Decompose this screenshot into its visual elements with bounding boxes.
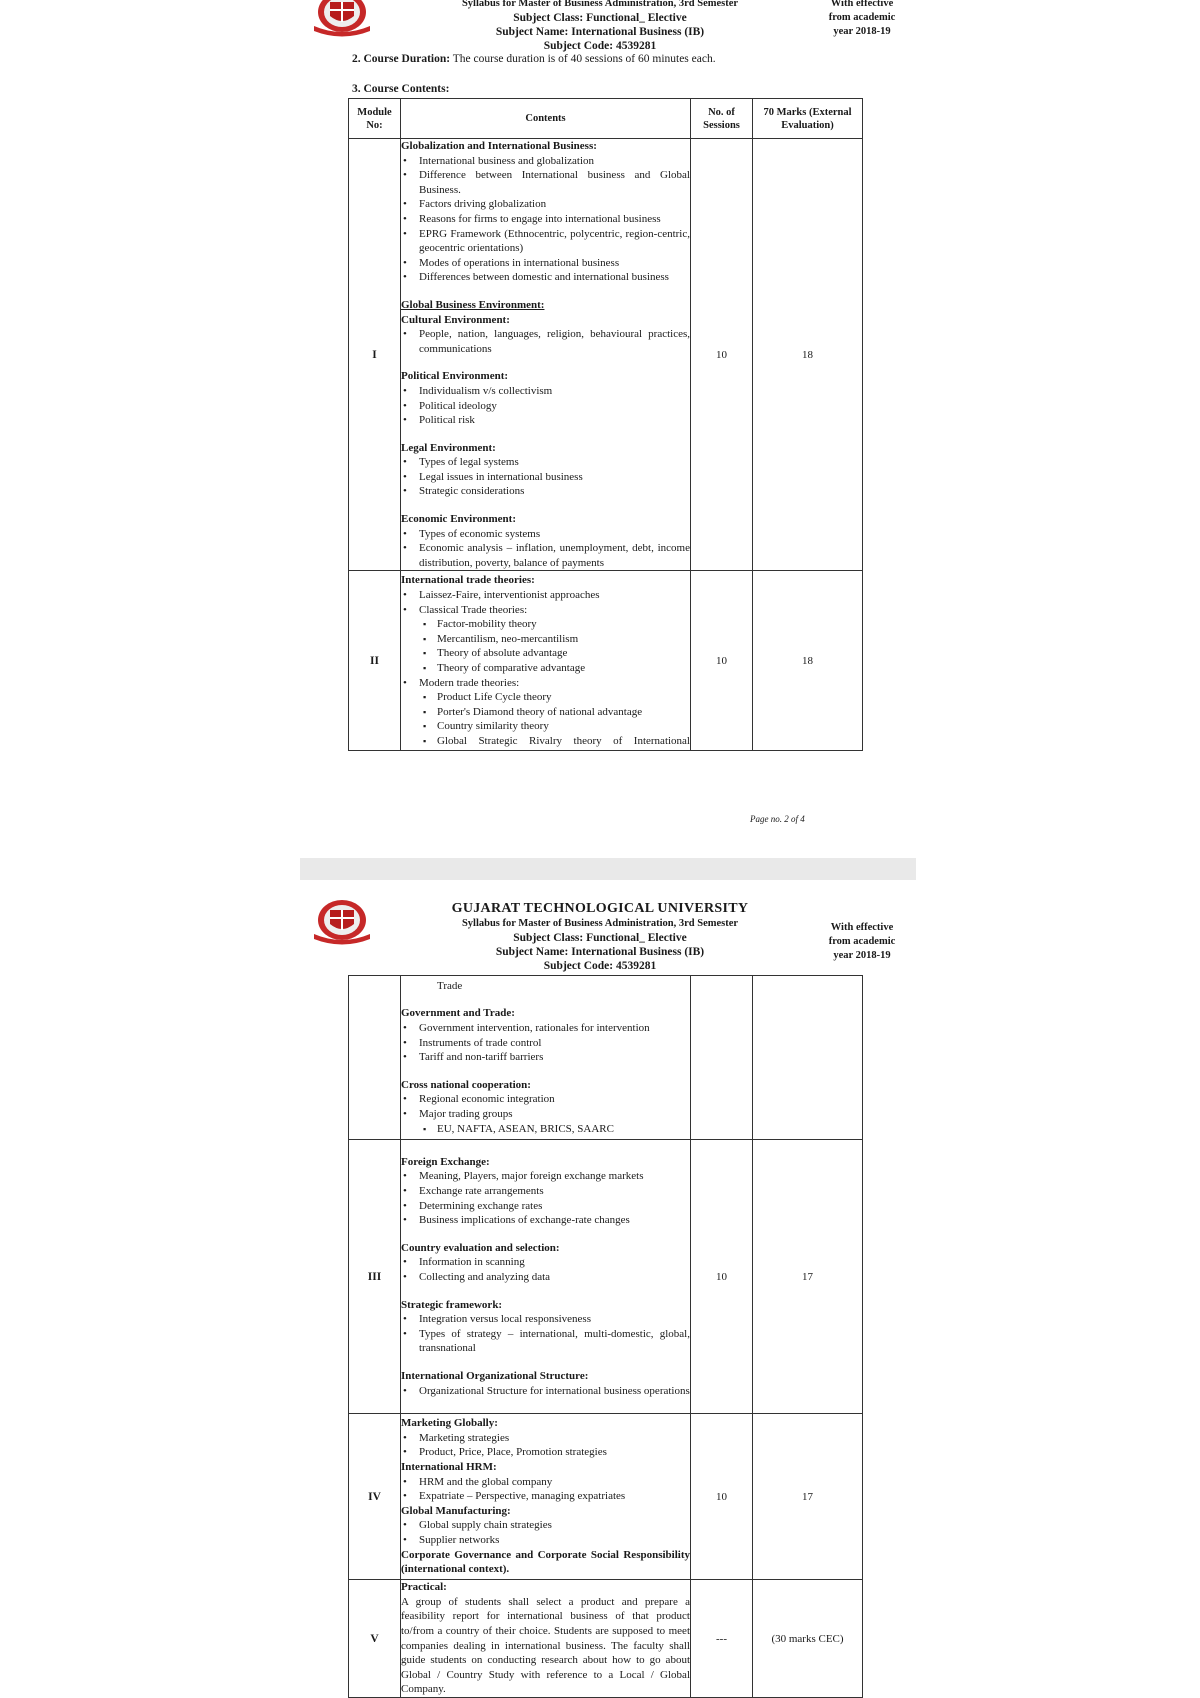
module-contents bbox=[401, 976, 691, 1140]
sub-list-item: ▪ EU, NAFTA, ASEAN, BRICS, SAARC bbox=[401, 1122, 690, 1137]
course-contents-table bbox=[348, 98, 863, 751]
page-separator bbox=[300, 858, 916, 880]
effective-line-1: With effective bbox=[830, 922, 894, 933]
list-item: • Marketing strategies bbox=[401, 1431, 690, 1446]
sessions-count: --- bbox=[691, 1580, 753, 1698]
continued-text: Trade bbox=[437, 979, 463, 992]
topic-heading: Marketing Globally: bbox=[401, 1417, 498, 1430]
document-page-3 bbox=[300, 880, 916, 1698]
sessions-count: 10 bbox=[691, 571, 753, 751]
subject-name: Subject Name: International Business (IB) bbox=[495, 26, 705, 38]
list-item: • Exchange rate arrangements bbox=[401, 1184, 690, 1199]
list-item: • Strategic considerations bbox=[401, 484, 690, 499]
list-item: • Tariff and non-tariff barriers bbox=[401, 1050, 690, 1065]
page-header bbox=[390, 0, 810, 53]
page-header bbox=[390, 900, 810, 973]
course-contents-label bbox=[352, 83, 449, 95]
list-item: • Global supply chain strategies bbox=[401, 1518, 690, 1533]
module-number: IV bbox=[349, 1414, 401, 1580]
list-item: • Legal issues in international business bbox=[401, 470, 690, 485]
list-item: • Types of legal systems bbox=[401, 455, 690, 470]
sub-list-item: ▪ Theory of absolute advantage bbox=[401, 646, 690, 661]
marks-value: 17 bbox=[753, 1414, 863, 1580]
list-item: • Regional economic integration bbox=[401, 1092, 690, 1107]
list-item: • Collecting and analyzing data bbox=[401, 1270, 690, 1285]
topic-heading: Legal Environment: bbox=[401, 441, 496, 454]
subject-code: Subject Code: 4539281 bbox=[543, 960, 657, 972]
effective-line-3: year 2018-19 bbox=[833, 950, 891, 961]
marks-value: 18 bbox=[753, 571, 863, 751]
module-contents bbox=[401, 139, 691, 571]
list-item: • Organizational Structure for international business operations bbox=[401, 1384, 690, 1399]
table-header-row bbox=[349, 99, 863, 139]
effective-note bbox=[812, 921, 912, 963]
page-number: Page no. 2 of 4 bbox=[750, 814, 805, 824]
subject-name: Subject Name: International Business (IB) bbox=[495, 946, 705, 958]
topic-heading: Cultural Environment: bbox=[401, 313, 510, 326]
sub-list-item: ▪ Mercantilism, neo-mercantilism bbox=[401, 632, 690, 647]
list-item: • Business implications of exchange-rate changes bbox=[401, 1213, 690, 1228]
list-item: • Government intervention, rationales for intervention bbox=[401, 1021, 690, 1036]
list-item: • Determining exchange rates bbox=[401, 1199, 690, 1214]
subject-code: Subject Code: 4539281 bbox=[543, 40, 657, 52]
module-contents bbox=[401, 1414, 691, 1580]
list-item: • Factors driving globalization bbox=[401, 197, 690, 212]
gtu-logo bbox=[310, 0, 374, 38]
topic-heading: Government and Trade: bbox=[401, 1007, 515, 1020]
list-item: • Reasons for firms to engage into international business bbox=[401, 212, 690, 227]
list-item: • Product, Price, Place, Promotion strategies bbox=[401, 1445, 690, 1460]
effective-line-2: from academic bbox=[828, 12, 896, 23]
sub-list-item: ▪ Product Life Cycle theory bbox=[401, 690, 690, 705]
list-item: • Laissez-Faire, interventionist approaches bbox=[401, 588, 690, 603]
list-item: • Types of strategy – international, multi-domestic, global, transnational bbox=[401, 1327, 690, 1356]
list-item: • Instruments of trade control bbox=[401, 1036, 690, 1051]
topic-heading: Cross national cooperation: bbox=[401, 1078, 531, 1091]
document-page-2 bbox=[300, 0, 916, 840]
list-item: • Difference between International business and Global Business. bbox=[401, 168, 690, 197]
duration-label: 2. Course Duration: bbox=[352, 53, 451, 65]
topic-heading: Global Business Environment: bbox=[401, 298, 545, 311]
list-item: • Political ideology bbox=[401, 399, 690, 414]
module-contents bbox=[401, 1580, 691, 1698]
sessions-count: 10 bbox=[691, 1140, 753, 1414]
module-number: II bbox=[349, 571, 401, 751]
table-row-module-2 bbox=[349, 571, 863, 751]
marks-value-empty bbox=[753, 976, 863, 1140]
list-item: • Political risk bbox=[401, 413, 690, 428]
list-item: • Modes of operations in international business bbox=[401, 256, 690, 271]
marks-value: 18 bbox=[753, 139, 863, 571]
sessions-count-empty bbox=[691, 976, 753, 1140]
list-item: • Individualism v/s collectivism bbox=[401, 384, 690, 399]
marks-value: (30 marks CEC) bbox=[753, 1580, 863, 1698]
topic-heading: Country evaluation and selection: bbox=[401, 1241, 560, 1254]
table-row-module-1 bbox=[349, 139, 863, 571]
module-number-empty bbox=[349, 976, 401, 1140]
sub-list-item: ▪ Global Strategic Rivalry theory of International bbox=[401, 734, 690, 749]
topic-heading: Practical: bbox=[401, 1581, 447, 1594]
table-row-module-4 bbox=[349, 1414, 863, 1580]
contents-label: 3. Course Contents: bbox=[352, 83, 450, 95]
marks-value: 17 bbox=[753, 1140, 863, 1414]
topic-heading: Political Environment: bbox=[401, 370, 509, 383]
list-item: • Expatriate – Perspective, managing expatriates bbox=[401, 1489, 690, 1504]
sub-list-item: ▪ Theory of comparative advantage bbox=[401, 661, 690, 676]
list-item: • HRM and the global company bbox=[401, 1475, 690, 1490]
table-row-module-2-continued bbox=[349, 976, 863, 1140]
topic-heading: Globalization and International Business: bbox=[401, 140, 597, 152]
effective-line-3: year 2018-19 bbox=[833, 26, 891, 37]
topic-heading: International HRM: bbox=[401, 1461, 497, 1474]
subject-class: Subject Class: Functional_ Elective bbox=[513, 12, 687, 24]
topic-heading: International trade theories: bbox=[401, 574, 535, 587]
topic-heading: Corporate Governance and Corporate Social Responsibility (international context). bbox=[401, 1548, 690, 1576]
list-item: • Supplier networks bbox=[401, 1533, 690, 1548]
topic-heading: Strategic framework: bbox=[401, 1298, 503, 1311]
sessions-count: 10 bbox=[691, 1414, 753, 1580]
topic-heading: Economic Environment: bbox=[401, 513, 516, 526]
practical-description: A group of students shall select a product and prepare a feasibility report for international business of that product to/from a country of their choice. Students are supposed to meet companies dealing in international business. The faculty shall guide students on conducting research about how to go about Global / Country Study with reference to a Local / Global Company. bbox=[401, 1595, 690, 1696]
course-contents-table-continued bbox=[348, 975, 863, 1698]
list-item: • Information in scanning bbox=[401, 1255, 690, 1270]
list-item: • Types of economic systems bbox=[401, 527, 690, 542]
effective-line-1: With effective bbox=[830, 0, 894, 9]
module-number: III bbox=[349, 1140, 401, 1414]
duration-text: The course duration is of 40 sessions of 60 minutes each. bbox=[452, 53, 716, 65]
list-item: • People, nation, languages, religion, behavioural practices, communications bbox=[401, 327, 690, 356]
list-item: • International business and globalization bbox=[401, 154, 690, 169]
sub-list-item: ▪ Factor-mobility theory bbox=[401, 617, 690, 632]
list-item: • Differences between domestic and international business bbox=[401, 270, 690, 285]
sessions-count: 10 bbox=[691, 139, 753, 571]
gtu-logo bbox=[310, 898, 374, 946]
syllabus-line: Syllabus for Master of Business Administration, 3rd Semester bbox=[461, 918, 739, 929]
list-item: • Major trading groups bbox=[401, 1107, 690, 1122]
syllabus-line: Syllabus for Master of Business Administration, 3rd Semester bbox=[461, 0, 739, 9]
module-contents bbox=[401, 571, 691, 751]
table-row-module-5 bbox=[349, 1580, 863, 1698]
list-item: • EPRG Framework (Ethnocentric, polycentric, region-centric, geocentric orientations) bbox=[401, 227, 690, 256]
list-item: • Integration versus local responsiveness bbox=[401, 1312, 690, 1327]
module-number: I bbox=[349, 139, 401, 571]
university-name: GUJARAT TECHNOLOGICAL UNIVERSITY bbox=[451, 901, 749, 916]
topic-heading: Global Manufacturing: bbox=[401, 1504, 511, 1517]
header-module: Module No: bbox=[349, 99, 401, 139]
table-row-module-3 bbox=[349, 1140, 863, 1414]
effective-line-2: from academic bbox=[828, 936, 896, 947]
course-duration bbox=[352, 53, 716, 65]
topic-heading: Foreign Exchange: bbox=[401, 1155, 490, 1168]
module-contents bbox=[401, 1140, 691, 1414]
list-item: • Economic analysis – inflation, unemployment, debt, income distribution, poverty, balance of payments bbox=[401, 541, 690, 570]
effective-note bbox=[812, 0, 912, 39]
topic-heading: International Organizational Structure: bbox=[401, 1369, 589, 1382]
header-contents: Contents bbox=[401, 99, 691, 139]
list-item: • Modern trade theories: bbox=[401, 676, 690, 691]
list-item: • Classical Trade theories: bbox=[401, 603, 690, 618]
sub-list-item: ▪ Porter's Diamond theory of national advantage bbox=[401, 705, 690, 720]
subject-class: Subject Class: Functional_ Elective bbox=[513, 932, 687, 944]
header-marks: 70 Marks (External Evaluation) bbox=[753, 99, 863, 139]
sub-list-item: ▪ Country similarity theory bbox=[401, 719, 690, 734]
header-sessions: No. of Sessions bbox=[691, 99, 753, 139]
list-item: • Meaning, Players, major foreign exchange markets bbox=[401, 1169, 690, 1184]
module-number: V bbox=[349, 1580, 401, 1698]
